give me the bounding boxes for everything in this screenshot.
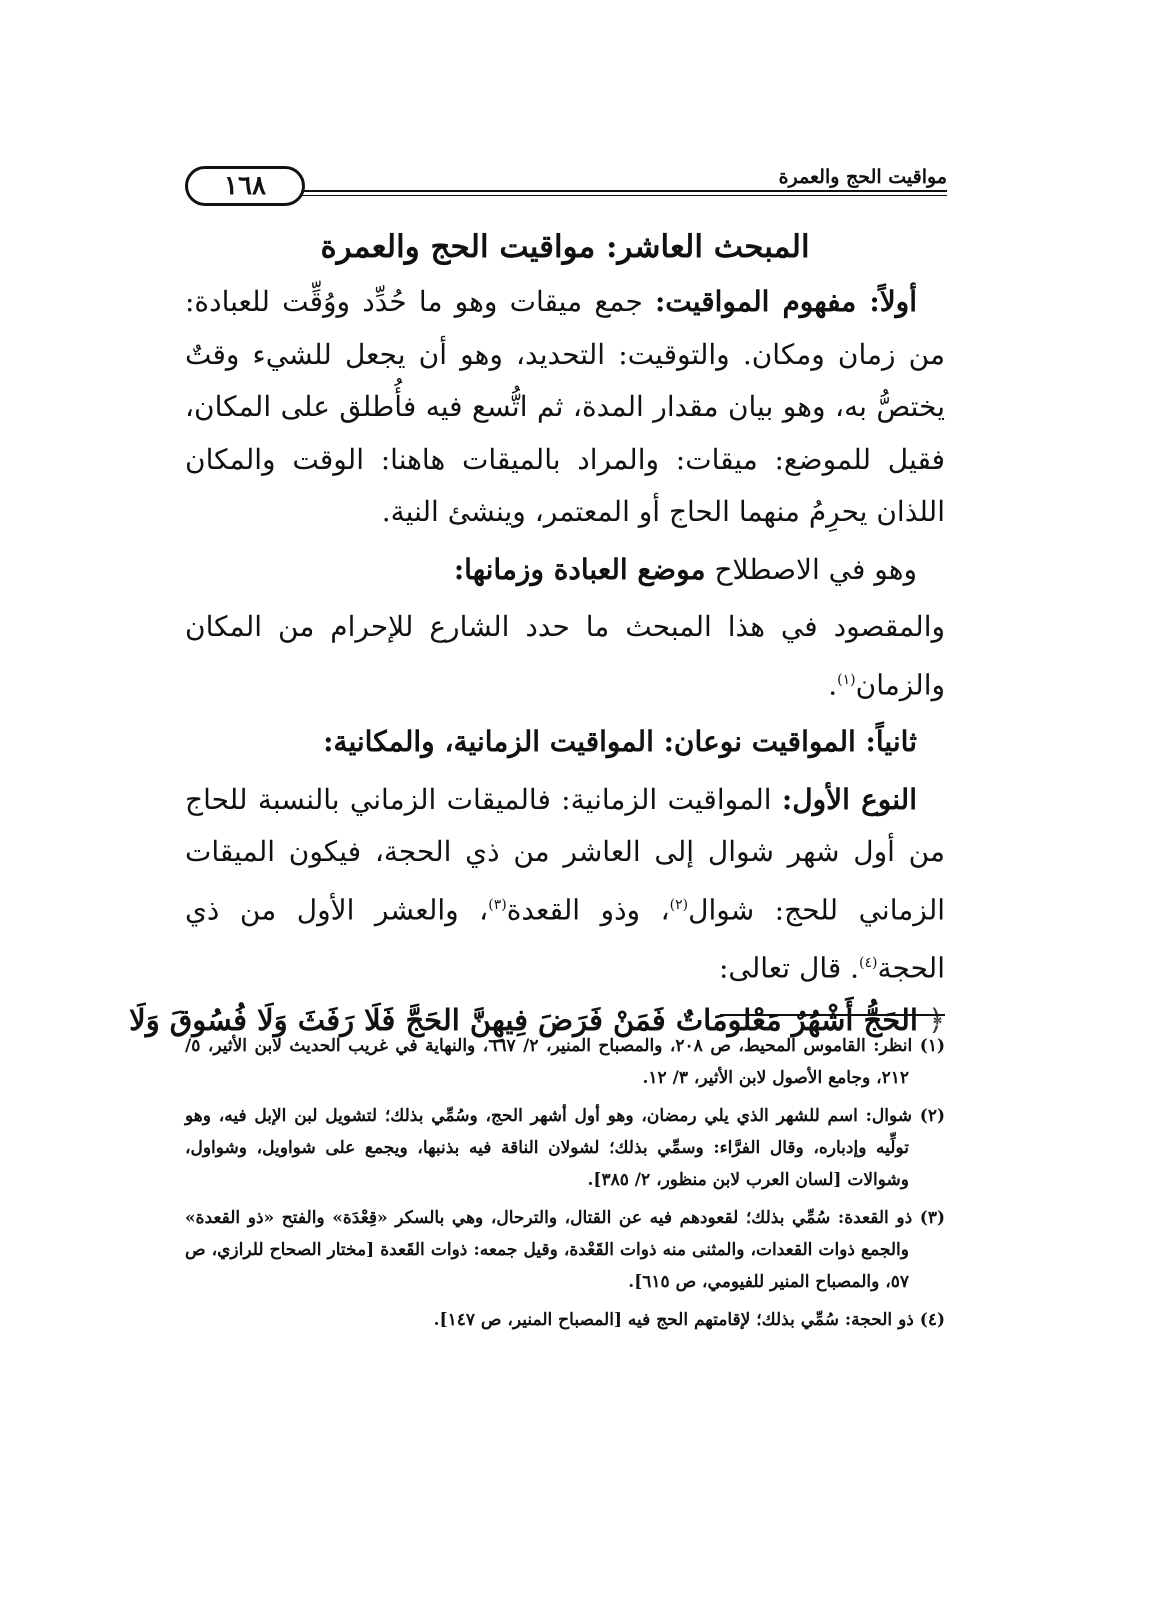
footnotes: [185, 1030, 945, 1342]
verse-bracket: ﴿: [928, 1003, 945, 1038]
footnote-2: (٢) شوال: اسم للشهر الذي يلي رمضان، وهو أول أشهر الحج، وسُمِّي بذلك؛ لتشويل لبن الإبل فيه، وهو تولِّيه وإدباره، وقال الفرَّاء: وسمِّي بذلك؛ لشولان الناقة فيه بذنبها، ويجمع على شواويل، وشواول، وشوالات [لسان العرب لابن منظور، ٢/ ٣٨٥].: [185, 1106, 945, 1190]
paragraph-definition: [185, 276, 945, 539]
running-title: مواقيت الحج والعمرة: [778, 166, 947, 188]
page-number: ١٦٨: [185, 166, 305, 206]
first-type-text-d: . قال تعالى:: [718, 950, 860, 984]
first-type-text-b: ، وذو القعدة: [506, 893, 670, 927]
definition-label: أولاً: مفهوم المواقيت:: [654, 285, 917, 318]
purpose-text: والمقصود في هذا المبحث ما حدد الشارع للإحرام من المكان والزمان: [185, 610, 945, 701]
header-rule: [297, 190, 947, 196]
footnote-separator: [720, 1014, 945, 1016]
paragraph-first-type: [185, 774, 945, 995]
section-title: المبحث العاشر: مواقيت الحج والعمرة: [320, 229, 810, 265]
footnote-4: (٤) ذو الحجة: سُمِّي بذلك؛ لإقامتهم الحج فيه [المصباح المنير، ص ١٤٧].: [433, 1310, 945, 1330]
purpose-end: .: [828, 667, 838, 701]
paragraph-purpose: [185, 601, 945, 711]
verse-text: الحَجُّ أَشْهُرٌ مَعْلومَاتٌ فَمَنْ فَرَضَ فِيهِنَّ الحَجَّ فَلَا رَفَثَ وَلَا فُسُوقَ وَلَا: [129, 1003, 918, 1038]
footnote-ref-4[interactable]: (٤): [859, 954, 878, 971]
first-type-text-a: المواقيت الزمانية: فالميقات الزماني بالنسبة للحاج من أول شهر شوال إلى العاشر من ذي الحجة، فيكون الميقات الزماني للحج: شوال: [185, 782, 946, 927]
main-text: [129, 222, 946, 1046]
first-type-text-c: ، والعشر الأول من ذي الحجة: [185, 893, 945, 984]
first-type-label: النوع الأول:: [781, 782, 917, 816]
paragraph-terminology: [185, 544, 945, 597]
footnote-ref-1[interactable]: (١): [837, 671, 856, 688]
terminology-text: وهو في الاصطلاح: [705, 552, 917, 586]
footnote-3: (٣) ذو القعدة: سُمِّي بذلك؛ لقعودهم فيه عن القتال، والترحال، وهي بالسكر «قِعْدَة» والفتح «ذو القعدة» والجمع ذوات القعدات، والمثنى منه ذوات القَعْدة، وقيل جمعه: ذوات القَعدة [مختار الصحاح للرازي، ص ٥٧، والمصباح المنير للفيومي، ص ٦١٥].: [185, 1208, 945, 1292]
footnote-ref-3[interactable]: (٣): [488, 896, 507, 913]
page-header: [185, 160, 947, 212]
paragraph-types-heading: ثانياً: المواقيت نوعان: المواقيت الزمانية، والمكانية:: [323, 725, 917, 759]
definition-text: جمع ميقات وهو ما حُدِّد ووُقِّت للعبادة: من زمان ومكان. والتوقيت: التحديد، وهو أن يجعل للشيء وقتٌ يختصُّ به، وهو بيان مقدار المدة، ثم اتُّسع فيه فأُطلق على المكان، فقيل للموضع: ميقات: والمراد بالميقات هاهنا: الوقت والمكان اللذان يحرِمُ منهما الحاج أو المعتمر، وينشئ النية.: [185, 285, 945, 528]
footnote-ref-2[interactable]: (٢): [669, 896, 689, 913]
footnote-1: (١) انظر: القاموس المحيط، ص ٢٠٨، والمصباح المنير، ٢/ ٦٦٧، والنهاية في غريب الحديث لابن الأثير، ٥/ ٢١٢، وجامع الأصول لابن الأثير، ٣/ ١٢.: [185, 1036, 945, 1088]
terminology-bold: موضع العبادة وزمانها:: [453, 552, 706, 586]
